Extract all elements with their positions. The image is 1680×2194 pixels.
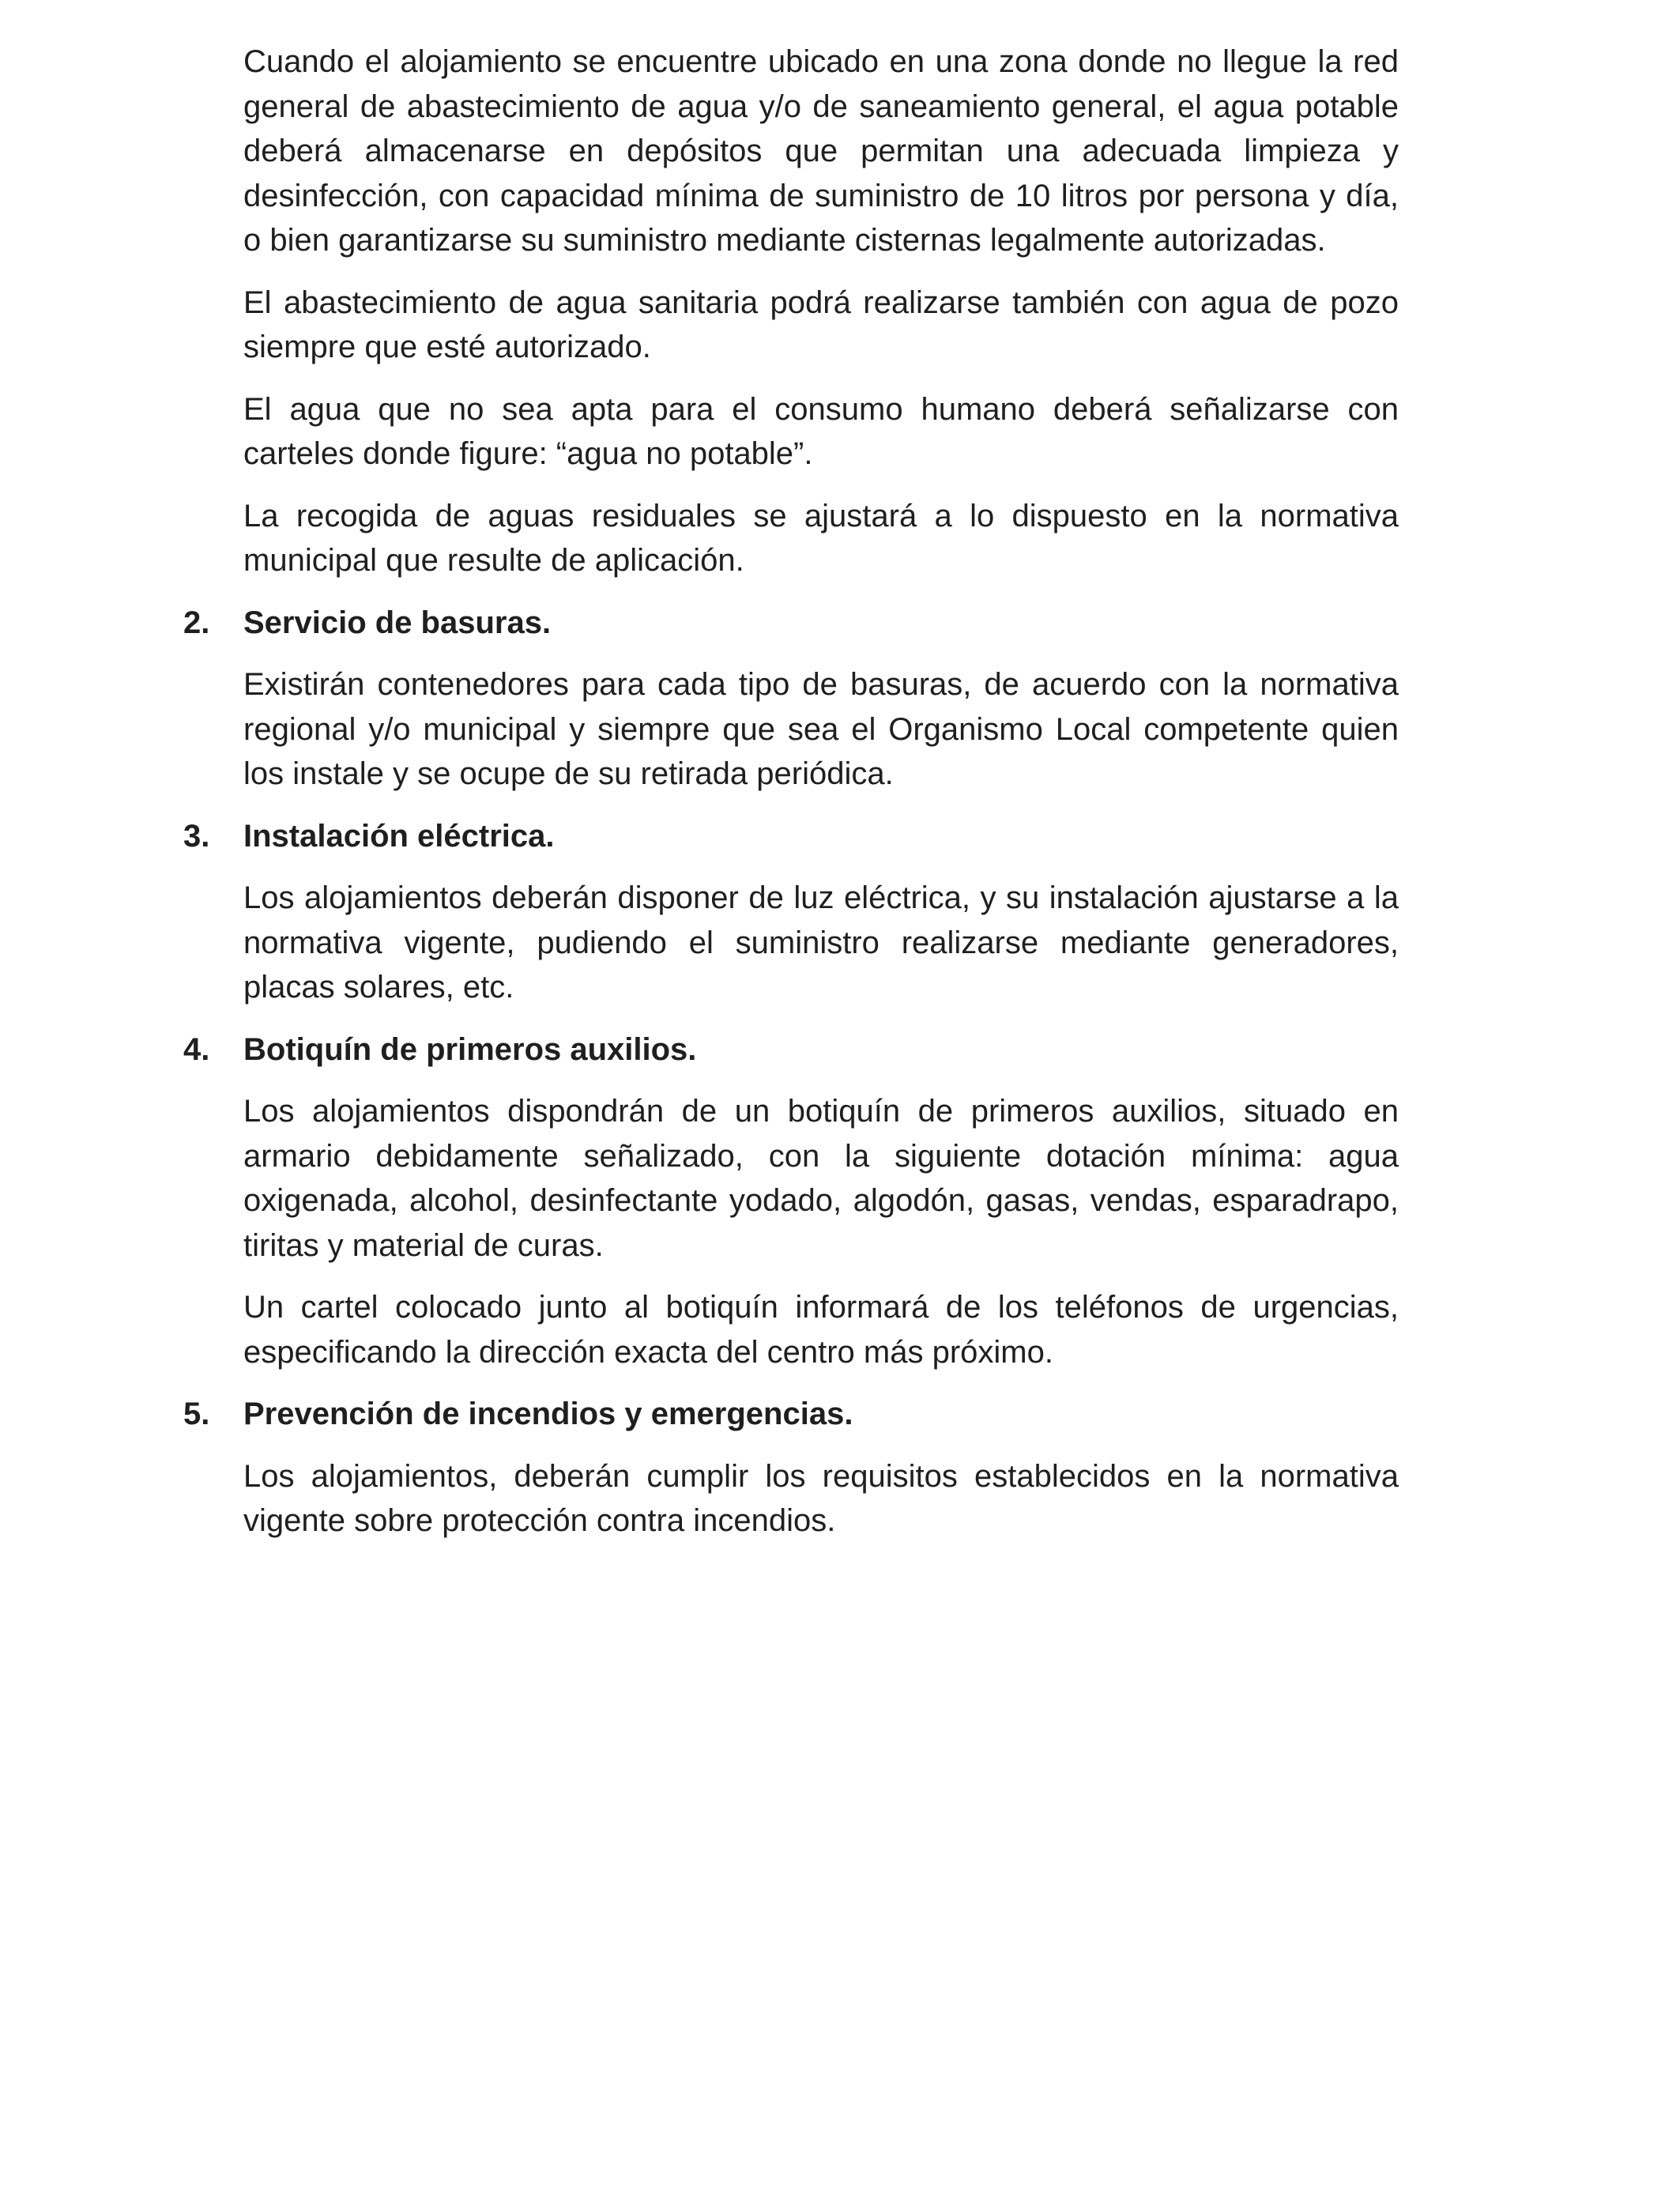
intro-paragraph: Cuando el alojamiento se encuentre ubicado en una zona donde no llegue la red general de abastecimiento de agua y/o de saneamiento general, el agua potable deberá almacenarse en depósitos que permitan una adecuada limpieza y desinfección, con capacidad mínima de suministro de 10 litros por persona y día, o bien garantizarse su suministro mediante cisternas legalmente autorizadas. [243, 44, 1399, 258]
document-body [183, 40, 1399, 1561]
section-paragraph: Los alojamientos dispondrán de un botiquín de primeros auxilios, situado en armario debidamente señalizado, con la siguiente dotación mínima: agua oxigenada, alcohol, desinfectante yodado, algodón, gasas, vendas, esparadrapo, tiritas y material de curas. [243, 1094, 1399, 1263]
section-title: Prevención de incendios y emergencias. [243, 1397, 853, 1431]
section-botiquin [183, 1027, 1399, 1375]
section-heading [183, 601, 1399, 646]
section-heading [183, 814, 1399, 859]
section-number: 4. [183, 1031, 210, 1067]
section-title: Botiquín de primeros auxilios. [243, 1031, 697, 1067]
section-title: Instalación eléctrica. [243, 818, 555, 854]
section-paragraph: Existirán contenedores para cada tipo de basuras, de acuerdo con la normativa regional y/o municipal y siempre que sea el Organismo Local competente quien los instale y se ocupe de su retirada periódica. [243, 667, 1399, 791]
section-number: 2. [183, 605, 210, 640]
section-number: 5. [183, 1397, 210, 1431]
intro-paragraph: La recogida de aguas residuales se ajustará a lo dispuesto en la normativa municipal que resulte de aplicación. [243, 498, 1399, 578]
section-prevencion-incendios [183, 1392, 1399, 1544]
section-paragraph: Los alojamientos deberán disponer de luz eléctrica, y su instalación ajustarse a la normativa vigente, pudiendo el suministro realizarse mediante generadores, placas solares, etc. [243, 880, 1399, 1005]
section-servicio-de-basuras [183, 601, 1399, 797]
section-paragraph: Un cartel colocado junto al botiquín informará de los teléfonos de urgencias, especificando la dirección exacta del centro más próximo. [243, 1290, 1399, 1370]
section-title: Servicio de basuras. [243, 605, 552, 640]
section-heading [183, 1392, 1399, 1437]
intro-paragraph: El agua que no sea apta para el consumo humano deberá señalizarse con carteles donde figure: “agua no potable”. [243, 391, 1399, 471]
section-number: 3. [183, 818, 210, 854]
intro-paragraph: El abastecimiento de agua sanitaria podrá realizarse también con agua de pozo siempre que esté autorizado. [243, 285, 1399, 364]
section-heading [183, 1027, 1399, 1072]
section-instalacion-electrica [183, 814, 1399, 1010]
section-paragraph: Los alojamientos, deberán cumplir los requisitos establecidos en la normativa vigente sobre protección contra incendios. [243, 1458, 1399, 1538]
